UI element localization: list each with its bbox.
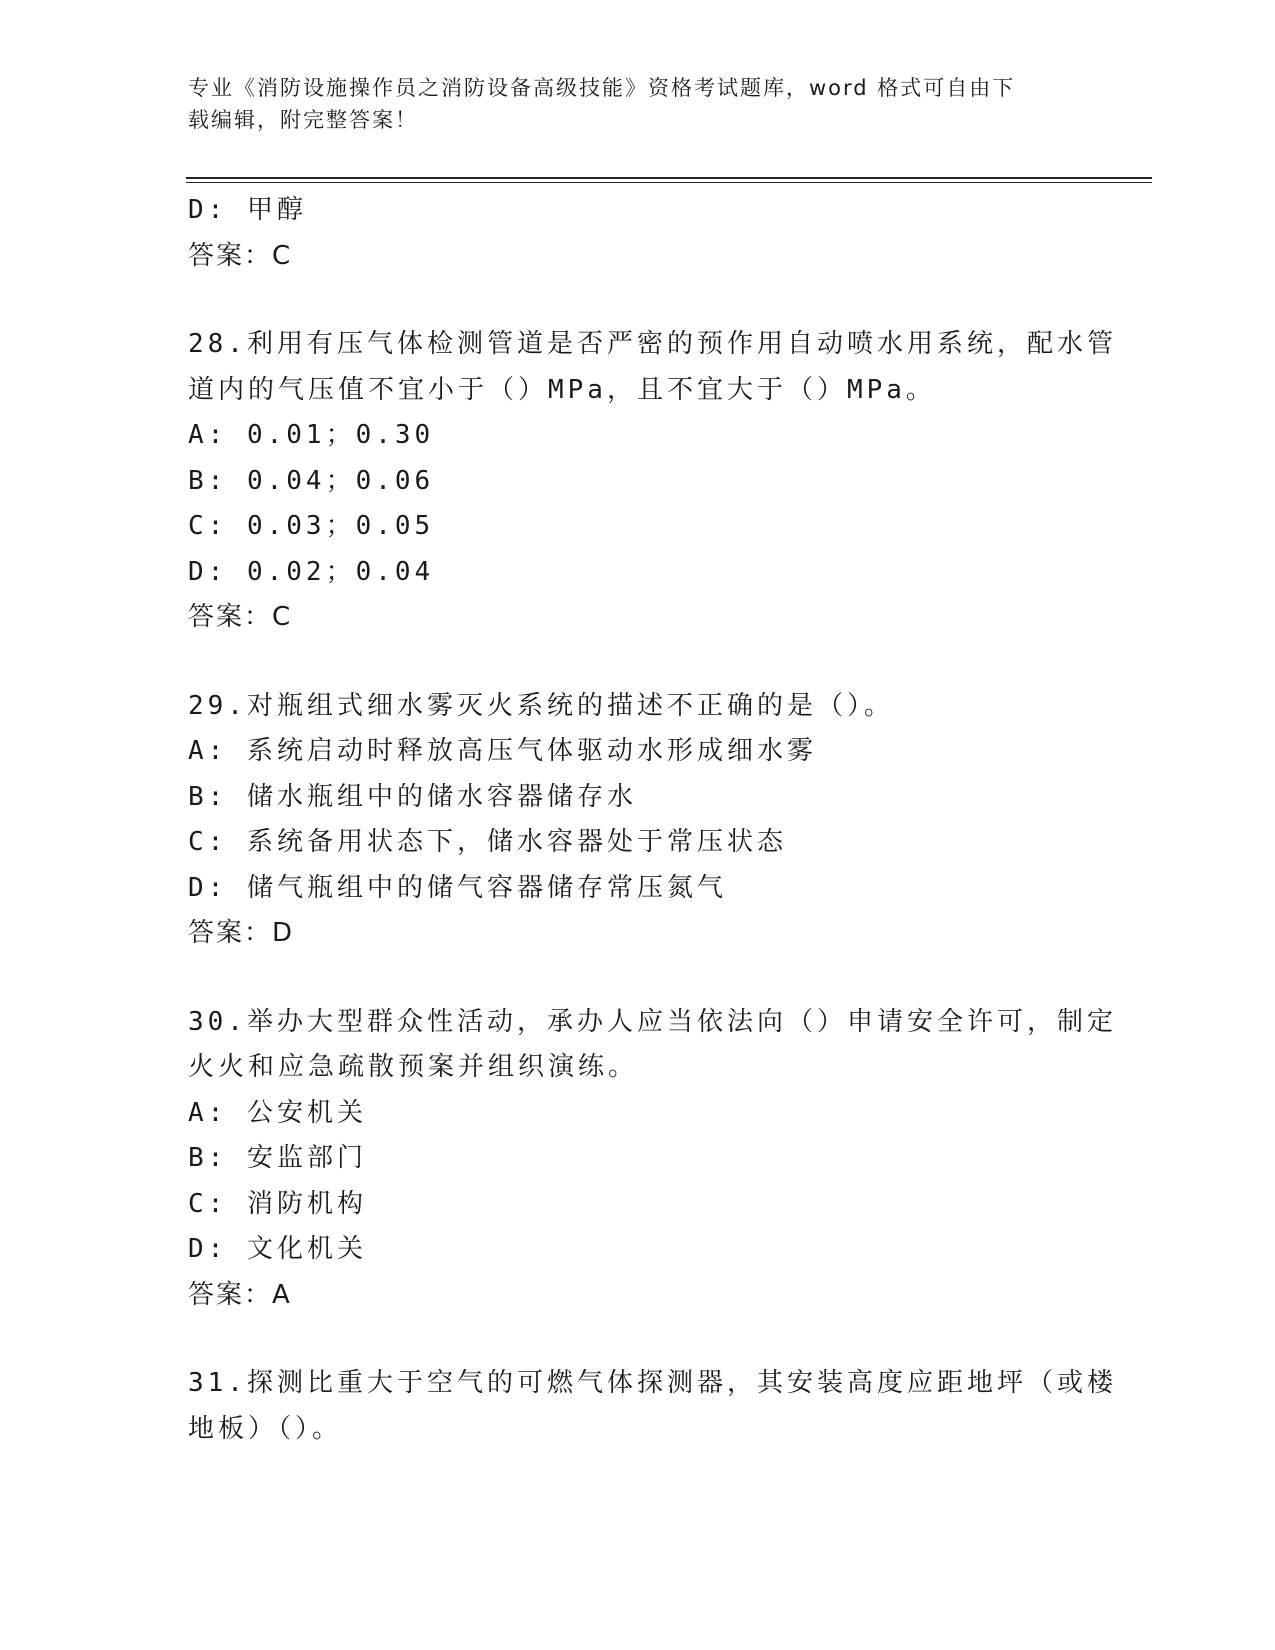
option-d: D: 文化机关: [188, 1234, 367, 1264]
question-stem-line: 30.举办大型群众性活动，承办人应当依法向（）申请安全许可，制定: [188, 1006, 1117, 1037]
option-c: C: 0.03；0.05: [188, 511, 435, 541]
answer: 答案：C: [188, 602, 293, 632]
question-stem-line: 31.探测比重大于空气的可燃气体探测器，其安装高度应距地坪（或楼: [188, 1368, 1117, 1398]
answer: 答案：D: [188, 918, 295, 948]
question-stem-line: 28.利用有压气体检测管道是否严密的预作用自动喷水用系统，配水管: [188, 329, 1117, 359]
question-stem-line: 火火和应急疏散预案并组织演练。: [188, 1052, 639, 1082]
question-stem-line: 道内的气压值不宜小于（）MPa，且不宜大于（）MPa。: [188, 374, 936, 405]
option-c: C: 系统备用状态下，储水容器处于常压状态: [188, 827, 787, 857]
option-b: B: 安监部门: [188, 1143, 367, 1173]
option-b: B: 0.04；0.06: [188, 465, 435, 496]
question-list: [188, 188, 1117, 1452]
answer: 答案：A: [188, 1279, 292, 1310]
question-stem-line: 地板）（）。: [188, 1413, 343, 1444]
option-a: A: 0.01；0.30: [188, 420, 435, 450]
question-28: [188, 322, 1117, 641]
question-29: [188, 684, 1088, 957]
header-rule-thick: [186, 177, 1152, 179]
question-30: [188, 1000, 1117, 1319]
question-31: [188, 1361, 1117, 1452]
prev-option-d: D: 甲醇: [188, 195, 307, 225]
option-d: D: 储气瓶组中的储气容器储存常压氮气: [188, 872, 727, 903]
option-a: A: 公安机关: [188, 1097, 367, 1128]
prev-answer: 答案：C: [188, 240, 293, 271]
page-header: [188, 72, 1078, 136]
question-stem-line: 29.对瓶组式细水雾灭火系统的描述不正确的是（）。: [188, 690, 894, 721]
header-line-2: 载编辑，附完整答案！: [188, 108, 418, 132]
header-rule-thin: [186, 182, 1152, 183]
header-line-1: 专业《消防设施操作员之消防设备高级技能》资格考试题库，word 格式可自由下: [188, 76, 1016, 100]
option-c: C: 消防机构: [188, 1188, 367, 1219]
option-b: B: 储水瓶组中的储水容器储存水: [188, 781, 637, 812]
option-d: D: 0.02；0.04: [188, 556, 435, 587]
option-a: A: 系统启动时释放高压气体驱动水形成细水雾: [188, 736, 817, 766]
